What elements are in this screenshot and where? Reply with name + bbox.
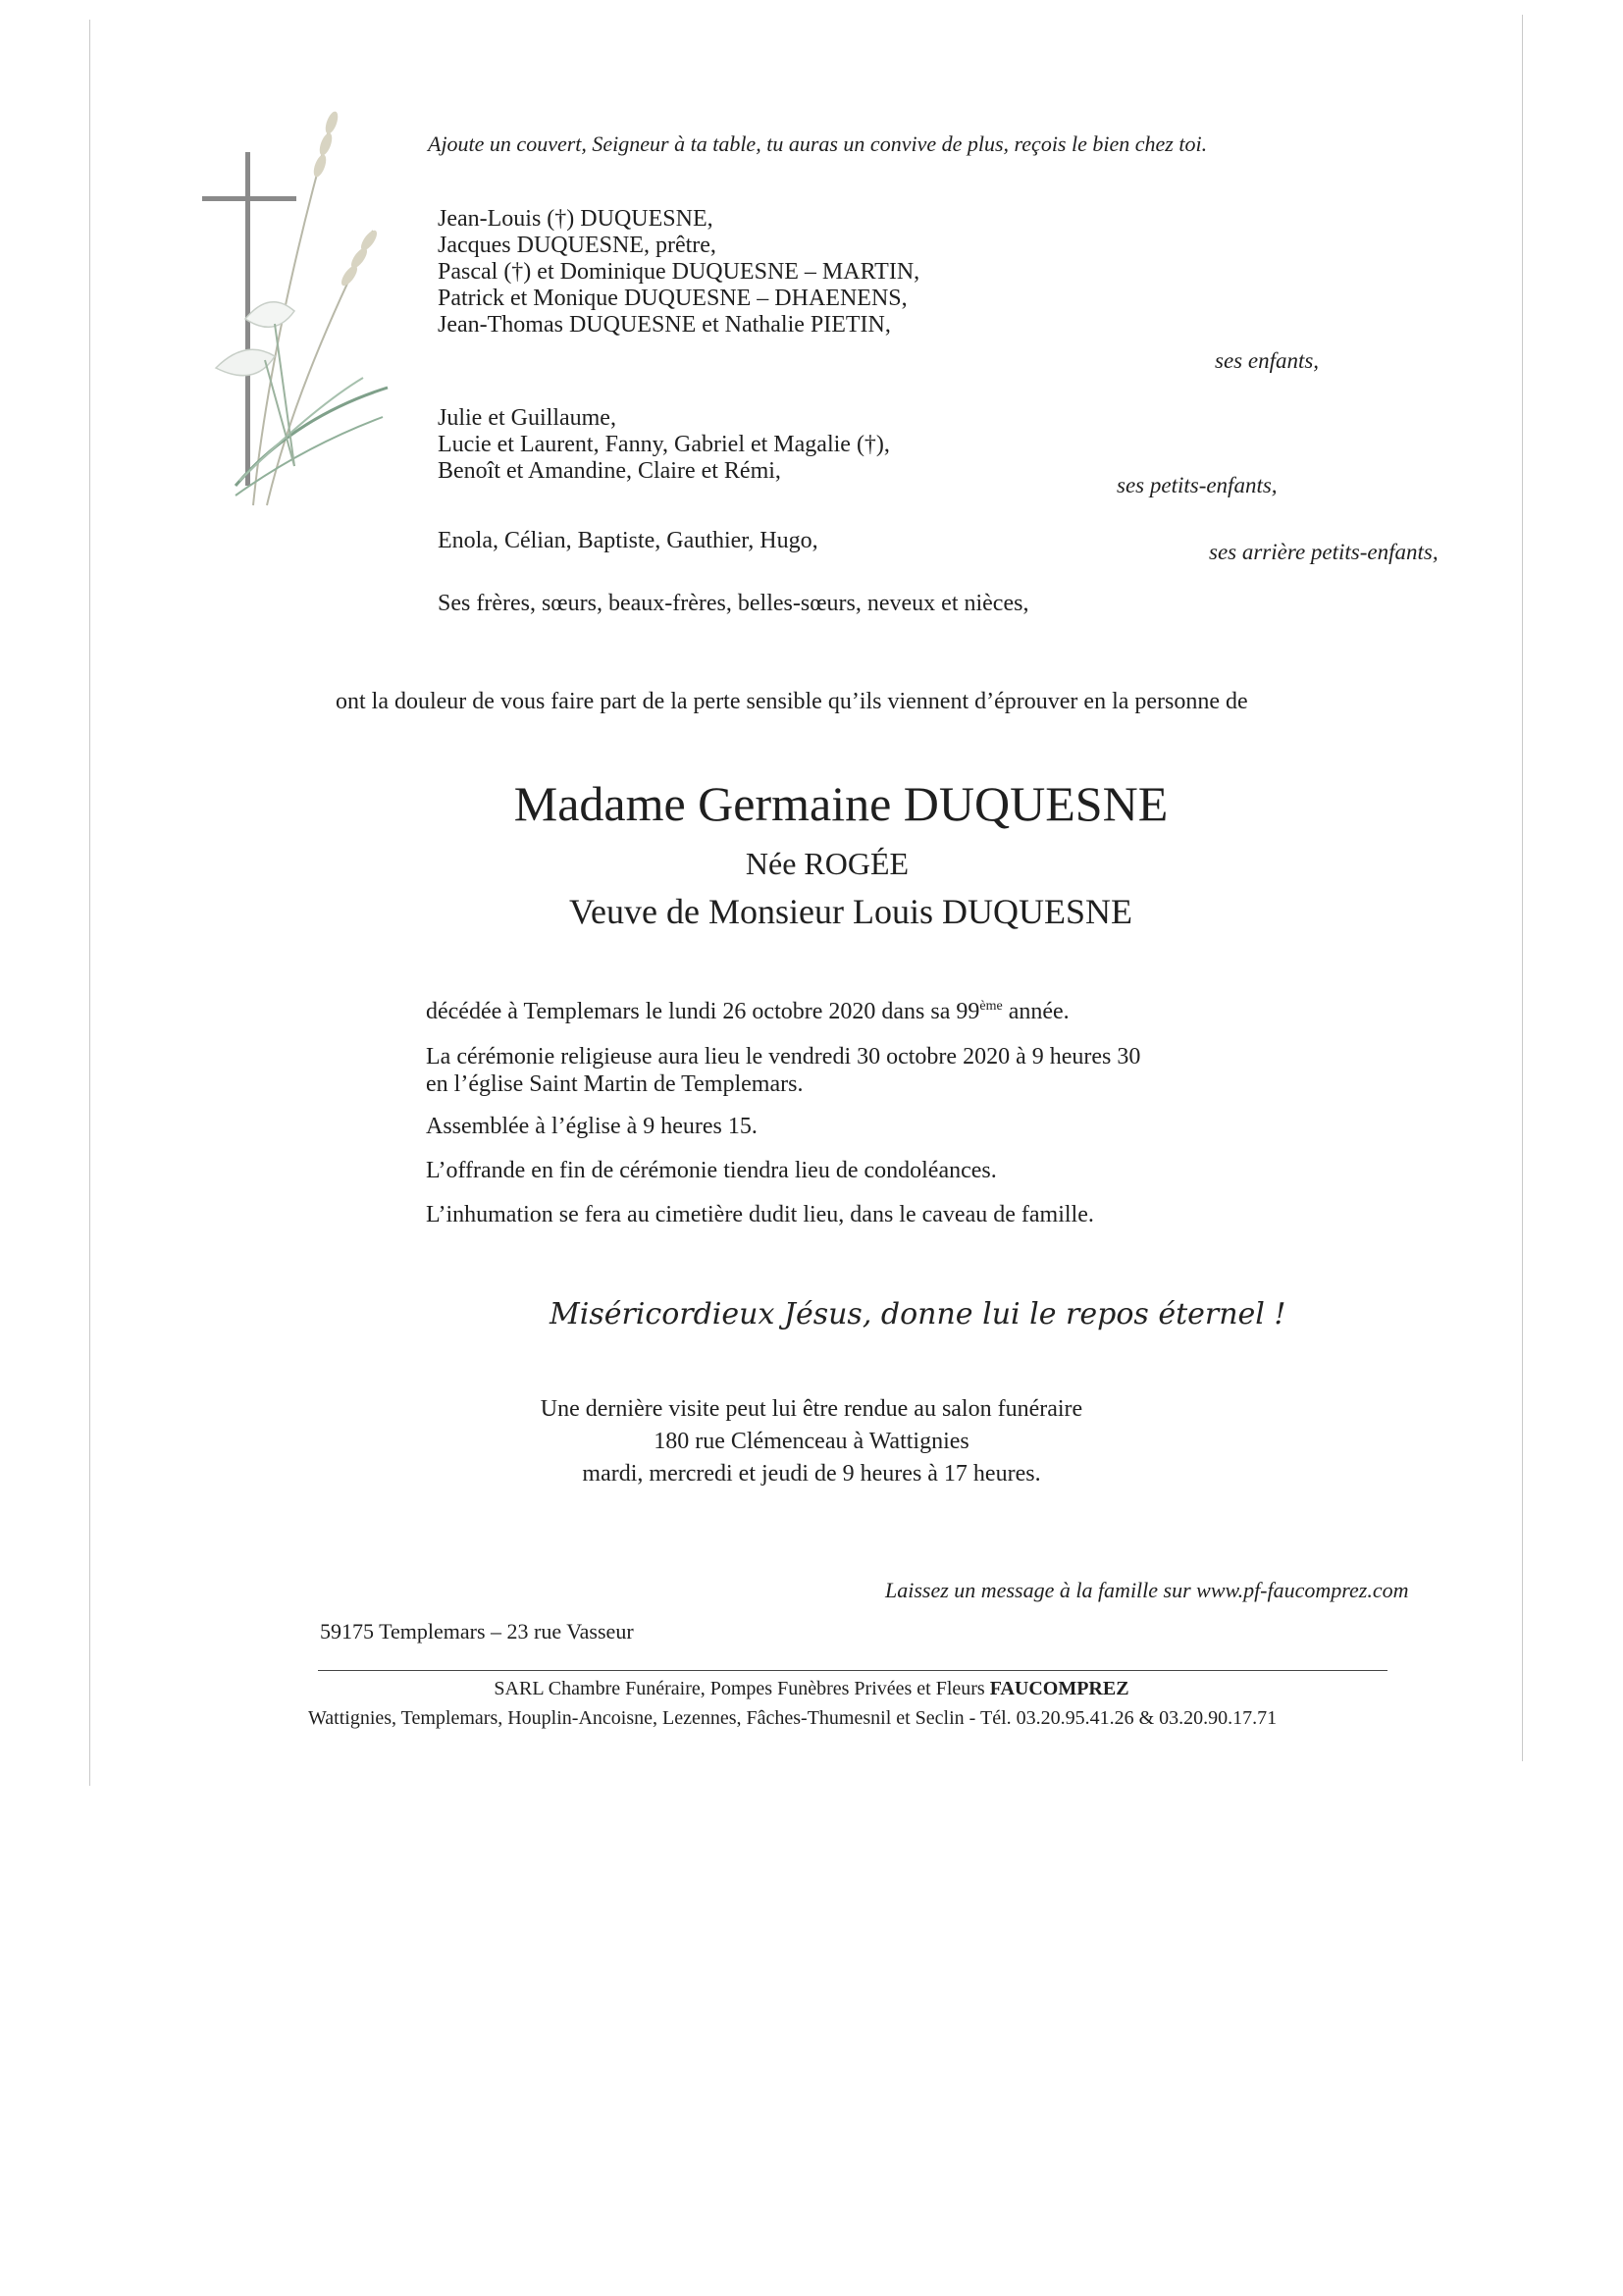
ceremony-line-1: La cérémonie religieuse aura lieu le vendredi 30 octobre 2020 à 9 heures 30: [426, 1044, 1141, 1070]
list-item: Jacques DUQUESNE, prêtre,: [438, 233, 716, 258]
address-line: 59175 Templemars – 23 rue Vasseur: [320, 1619, 634, 1644]
footer-divider: [318, 1670, 1387, 1671]
visit-line: 180 rue Clémenceau à Wattignies: [654, 1429, 969, 1454]
great-grandchildren-relation: ses arrière petits-enfants,: [1209, 540, 1439, 564]
footer-locations: Wattignies, Templemars, Houplin-Ancoisne, Lezennes, Fâches-Thumesnil et Seclin - Tél. 03.20.95.41.26 & 03.20.90.17.71: [308, 1707, 1278, 1729]
grandchildren-names: [438, 405, 890, 485]
list-item: Jean-Thomas DUQUESNE et Nathalie PIETIN,: [438, 312, 891, 338]
visit-line: mardi, mercredi et jeudi de 9 heures à 17 heures.: [582, 1461, 1041, 1487]
children-names: [438, 206, 919, 339]
burial-line: L’inhumation se fera au cimetière dudit lieu, dans le caveau de famille.: [426, 1202, 1094, 1227]
assembly-line: Assemblée à l’église à 9 heures 15.: [426, 1114, 758, 1139]
announcement-line: ont la douleur de vous faire part de la perte sensible qu’ils viennent d’éprouver en la personne de: [336, 689, 1248, 714]
offering-line: L’offrande en fin de cérémonie tiendra lieu de condoléances.: [426, 1158, 997, 1183]
prayer-line: Miséricordieux Jésus, donne lui le repos éternel !: [550, 1297, 1286, 1331]
grandchildren-relation: ses petits-enfants,: [1117, 473, 1278, 497]
list-item: Pascal (†) et Dominique DUQUESNE – MARTIN,: [438, 259, 920, 285]
list-item: Enola, Célian, Baptiste, Gauthier, Hugo,: [438, 528, 818, 553]
list-item: Benoît et Amandine, Claire et Rémi,: [438, 458, 781, 484]
ceremony-line-2: en l’église Saint Martin de Templemars.: [426, 1071, 804, 1097]
footer-company: SARL Chambre Funéraire, Pompes Funèbres Privées et Fleurs FAUCOMPREZ: [494, 1678, 1129, 1699]
great-grandchildren-names: [438, 528, 818, 554]
opening-quote: Ajoute un couvert, Seigneur à ta table, tu auras un convive de plus, reçois le bien chez toi.: [428, 131, 1208, 156]
deceased-maiden-name: Née ROGÉE: [745, 846, 910, 881]
list-item: Jean-Louis (†) DUQUESNE,: [438, 206, 713, 232]
deceased-name: Madame Germaine DUQUESNE: [513, 776, 1169, 831]
children-relation: ses enfants,: [1215, 348, 1320, 373]
visit-info: [0, 1393, 1623, 1490]
list-item: Julie et Guillaume,: [438, 405, 616, 431]
siblings-line: Ses frères, sœurs, beaux-frères, belles-sœurs, neveux et nièces,: [438, 591, 1029, 616]
list-item: Patrick et Monique DUQUESNE – DHAENENS,: [438, 286, 908, 311]
visit-line: Une dernière visite peut lui être rendue au salon funéraire: [540, 1396, 1083, 1422]
cross-with-lilies-and-wheat-icon: [177, 93, 412, 525]
message-line: Laissez un message à la famille sur www.pf-faucomprez.com: [885, 1578, 1409, 1602]
deceased-widow-line: Veuve de Monsieur Louis DUQUESNE: [569, 892, 1132, 931]
scan-edge-right: [1522, 15, 1523, 1761]
death-details: décédée à Templemars le lundi 26 octobre 2020 dans sa 99ème année.: [426, 999, 1070, 1024]
list-item: Lucie et Laurent, Fanny, Gabriel et Magalie (†),: [438, 432, 890, 457]
